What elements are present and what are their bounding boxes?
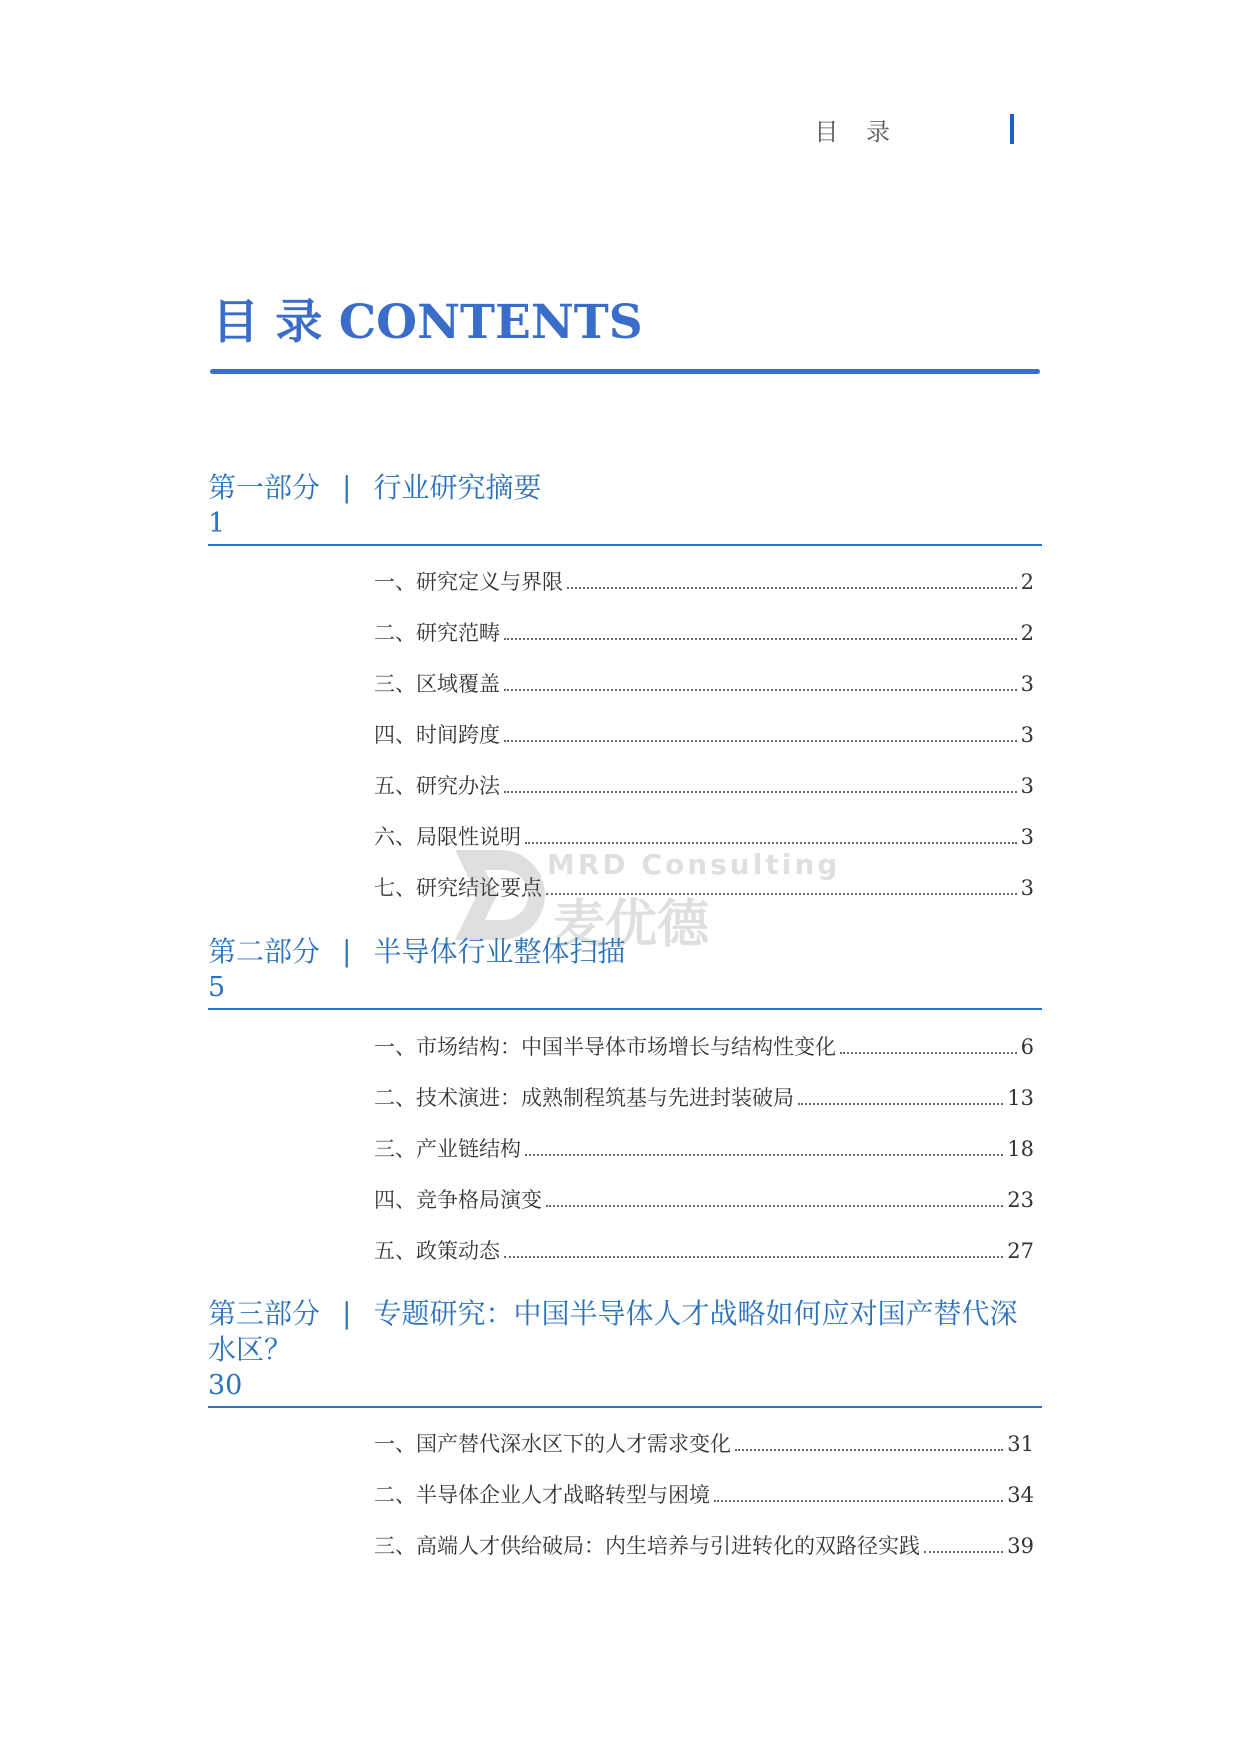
part-title: 专题研究：中国半导体人才战略如何应对国产替代深水区？	[208, 1297, 1018, 1366]
part-2	[208, 934, 1042, 1010]
toc-entry[interactable]	[374, 1237, 1034, 1265]
entry-label: 二、研究范畴	[374, 621, 500, 645]
toc-entry[interactable]	[374, 619, 1034, 647]
entry-page: 2	[1020, 570, 1034, 594]
toc-entry[interactable]	[374, 1430, 1034, 1458]
leader-dots	[924, 1551, 1003, 1553]
part-label: 第三部分	[208, 1297, 321, 1330]
leader-dots	[504, 1256, 1003, 1258]
part-separator: |	[342, 935, 352, 968]
part-separator: |	[342, 1297, 352, 1330]
part-separator: |	[342, 471, 352, 504]
entry-label: 五、政策动态	[374, 1239, 500, 1263]
leader-dots	[504, 740, 1017, 742]
leader-dots	[504, 791, 1017, 793]
leader-dots	[567, 587, 1017, 589]
entry-label: 四、时间跨度	[374, 723, 500, 747]
entry-label: 一、研究定义与界限	[374, 570, 563, 594]
entry-page: 3	[1020, 723, 1034, 747]
entry-label: 一、国产替代深水区下的人才需求变化	[374, 1432, 731, 1456]
entry-page: 2	[1020, 621, 1034, 645]
part-title: 半导体行业整体扫描	[373, 935, 626, 968]
watermark-en: MRD Consulting	[547, 848, 841, 881]
entry-page: 3	[1020, 825, 1034, 849]
toc-entry[interactable]	[374, 1532, 1034, 1560]
part-page: 5	[208, 972, 226, 1003]
part-3	[208, 1296, 1042, 1408]
part-title: 行业研究摘要	[373, 471, 542, 504]
part-page: 1	[208, 508, 226, 539]
entry-label: 四、竞争格局演变	[374, 1188, 542, 1212]
part-label: 第二部分	[208, 935, 321, 968]
entry-page: 3	[1020, 774, 1034, 798]
entry-label: 二、半导体企业人才战略转型与困境	[374, 1483, 710, 1507]
leader-dots	[546, 1205, 1003, 1207]
leader-dots	[735, 1449, 1003, 1451]
toc-entry[interactable]	[374, 1033, 1034, 1061]
entry-page: 13	[1007, 1086, 1034, 1110]
entry-page: 18	[1007, 1137, 1034, 1161]
entry-label: 六、局限性说明	[374, 825, 521, 849]
leader-dots	[798, 1103, 1003, 1105]
entry-label: 一、市场结构：中国半导体市场增长与结构性变化	[374, 1035, 836, 1059]
part-label: 第一部分	[208, 471, 321, 504]
toc-entry[interactable]	[374, 568, 1034, 596]
part-heading	[208, 1296, 1042, 1408]
toc-entry[interactable]	[374, 1084, 1034, 1112]
toc-entry[interactable]	[374, 1186, 1034, 1214]
part-heading	[208, 470, 1042, 546]
entry-page: 27	[1007, 1239, 1034, 1263]
toc-entry[interactable]	[374, 874, 1034, 902]
entry-page: 3	[1020, 672, 1034, 696]
leader-dots	[714, 1500, 1003, 1502]
leader-dots	[840, 1052, 1017, 1054]
toc-entry[interactable]	[374, 772, 1034, 800]
leader-dots	[525, 842, 1017, 844]
watermark-cn: 麦优德	[553, 895, 710, 955]
part-heading	[208, 934, 1042, 1010]
page-title: 目 录 CONTENTS	[212, 295, 643, 350]
toc-entry[interactable]	[374, 721, 1034, 749]
toc-entry[interactable]	[374, 670, 1034, 698]
leader-dots	[504, 638, 1017, 640]
entry-label: 二、技术演进：成熟制程筑基与先进封装破局	[374, 1086, 794, 1110]
leader-dots	[546, 893, 1017, 895]
part-1	[208, 470, 1042, 546]
entry-page: 6	[1020, 1035, 1034, 1059]
running-head: 目 录	[814, 118, 900, 146]
leader-dots	[525, 1154, 1003, 1156]
toc-entry[interactable]	[374, 1135, 1034, 1163]
leader-dots	[504, 689, 1017, 691]
entry-label: 三、高端人才供给破局：内生培养与引进转化的双路径实践	[374, 1534, 920, 1558]
entry-page: 34	[1007, 1483, 1034, 1507]
entry-label: 三、产业链结构	[374, 1137, 521, 1161]
title-rule	[210, 369, 1040, 374]
entry-label: 五、研究办法	[374, 774, 500, 798]
running-head-bar	[1010, 114, 1014, 144]
entry-page: 31	[1007, 1432, 1034, 1456]
entry-page: 39	[1007, 1534, 1034, 1558]
entry-label: 七、研究结论要点	[374, 876, 542, 900]
part-page: 30	[208, 1370, 243, 1401]
entry-page: 23	[1007, 1188, 1034, 1212]
entry-page: 3	[1020, 876, 1034, 900]
entry-label: 三、区域覆盖	[374, 672, 500, 696]
toc-entry[interactable]	[374, 823, 1034, 851]
toc-entry[interactable]	[374, 1481, 1034, 1509]
